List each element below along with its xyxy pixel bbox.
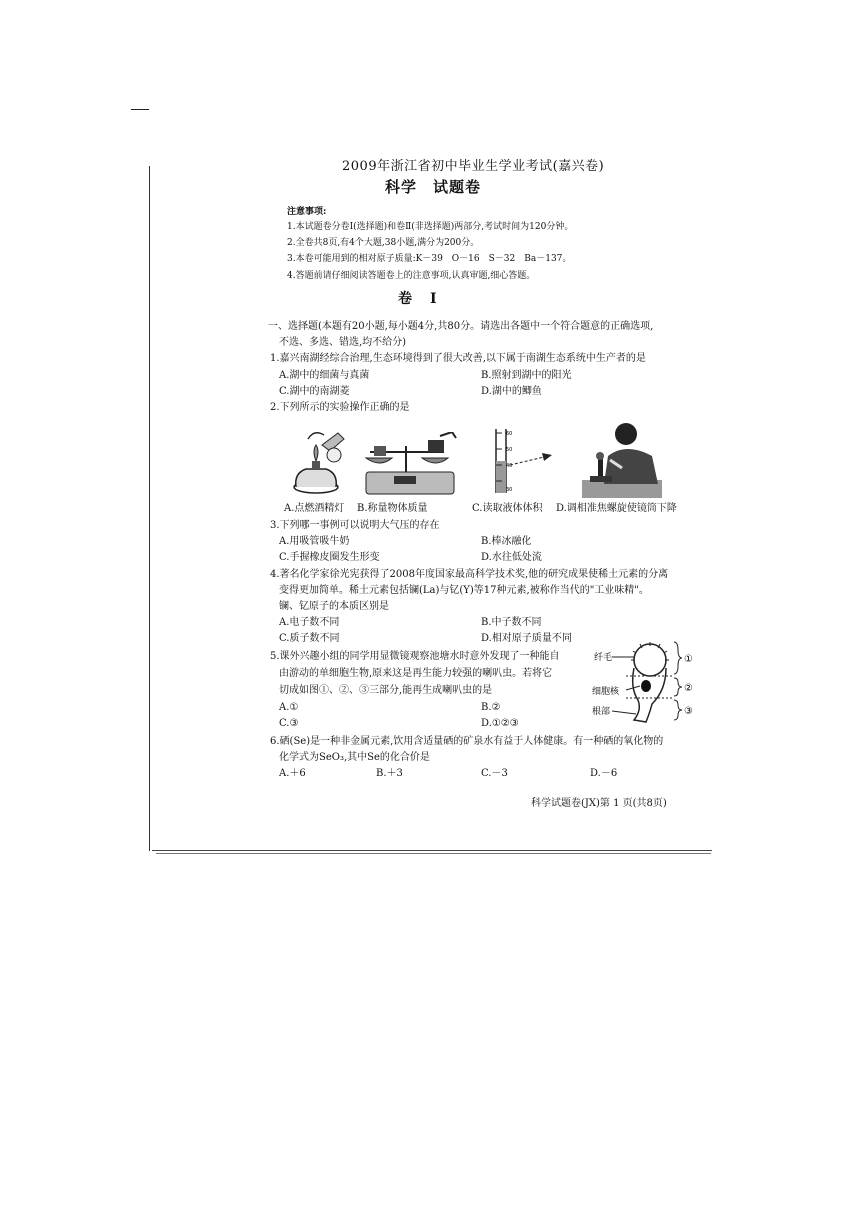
question-4-stem: 4.著名化学家徐光宪获得了2008年度国家最高科学技术奖,他的研究成果使稀土元素的分离 xyxy=(270,569,669,580)
q1-option-a: A.湖中的细菌与真菌 xyxy=(279,370,370,381)
q5-option-b: B.② xyxy=(481,702,501,713)
cilia-label: 纤毛 xyxy=(594,653,613,663)
subject-title: 科学 试题卷 xyxy=(385,178,482,196)
cylinder-tick-label: 50 xyxy=(506,447,513,453)
microscope-figure xyxy=(582,420,662,498)
q4-option-a: A.电子数不同 xyxy=(279,617,340,628)
part-1-label: ① xyxy=(684,654,693,665)
q4-option-c: C.质子数不同 xyxy=(279,633,340,644)
stentor-figure xyxy=(590,638,702,726)
q1-option-c: C.湖中的南湖菱 xyxy=(279,386,350,397)
exam-title: 2009年浙江省初中毕业生学业考试(嘉兴卷) xyxy=(342,159,605,174)
top-margin-mark xyxy=(131,109,149,110)
q6-option-b: B.＋3 xyxy=(376,768,403,779)
q2-option-d: D.调相准焦螺旋使镜筒下降 xyxy=(556,503,677,514)
balance-figure xyxy=(360,432,460,498)
q2-option-b: B.称量物体质量 xyxy=(357,503,428,514)
cylinder-tick-label: 40 xyxy=(506,463,513,469)
question-6-stem: 6.硒(Se)是一种非金属元素,饮用含适量硒的矿泉水有益于人体健康。有一种硒的氧化物的 xyxy=(270,736,664,747)
cylinder-tick-label: 30 xyxy=(506,487,513,493)
foot-label: 根部 xyxy=(592,707,611,717)
graduated-cylinder-figure xyxy=(478,425,558,497)
question-5-stem: 5.课外兴趣小组的同学用显微镜观察池塘水时意外发现了一种能自 xyxy=(270,651,560,662)
note-item: 2.全卷共8页,有4个大题,38小题,满分为200分。 xyxy=(287,238,480,248)
q6-option-a: A.＋6 xyxy=(279,768,306,779)
q6-option-d: D.－6 xyxy=(590,768,618,779)
page-footer: 科学试题卷(JX)第 1 页(共8页) xyxy=(531,798,667,809)
q2-option-c: C.读取液体体积 xyxy=(472,503,543,514)
q3-option-a: A.用吸管吸牛奶 xyxy=(279,536,350,547)
q1-option-b: B.照射到湖中的阳光 xyxy=(481,370,572,381)
q5-option-c: C.③ xyxy=(279,718,299,729)
part-3-label: ③ xyxy=(684,706,693,717)
alcohol-lamp-figure xyxy=(286,425,350,501)
note-item: 1.本试题卷分卷Ⅰ(选择题)和卷Ⅱ(非选择题)两部分,考试时间为120分钟。 xyxy=(287,222,574,232)
bottom-rule xyxy=(152,850,712,851)
roll-title: 卷 Ⅰ xyxy=(398,291,439,307)
section-instructions: 一、选择题(本题有20小题,每小题4分,共80分。请选出各题中一个符合题意的正确选项, xyxy=(268,321,654,332)
notes-heading: 注意事项: xyxy=(287,207,327,217)
section-instructions-cont: 不选、多选、错选,均不给分) xyxy=(279,337,407,348)
q3-option-d: D.水往低处流 xyxy=(481,552,542,563)
q3-option-c: C.手握橡皮圈发生形变 xyxy=(279,552,380,563)
question-4-stem-cont: 变得更加简单。稀土元素包括镧(La)与钇(Y)等17种元素,被称作当代的"工业味精"。 xyxy=(279,585,649,596)
q3-option-b: B.棒冰融化 xyxy=(481,536,532,547)
question-5-stem-cont: 由游动的单细胞生物,原来这是再生能力较强的喇叭虫。若将它 xyxy=(279,668,553,679)
q4-option-d: D.相对原子质量不同 xyxy=(481,633,572,644)
question-1-stem: 1.嘉兴南湖经综合治理,生态环境得到了很大改善,以下属于南湖生态系统中生产者的是 xyxy=(270,353,646,364)
binding-line xyxy=(149,166,150,851)
bottom-rule-shadow xyxy=(156,853,711,854)
question-4-stem-cont: 镧、钇原子的本质区别是 xyxy=(279,601,389,612)
q5-option-d: D.①②③ xyxy=(481,718,519,729)
q2-option-a: A.点燃酒精灯 xyxy=(284,503,345,514)
question-5-stem-cont: 切成如图①、②、③三部分,能再生成喇叭虫的是 xyxy=(279,685,493,696)
q5-option-a: A.① xyxy=(279,702,299,713)
cylinder-tick-label: 60 xyxy=(506,431,513,437)
note-item: 3.本卷可能用到的相对原子质量:K－39 O－16 S－32 Ba－137。 xyxy=(287,254,572,264)
nucleus-label: 细胞核 xyxy=(592,687,620,697)
question-3-stem: 3.下列哪一事例可以说明大气压的存在 xyxy=(270,520,440,531)
question-2-stem: 2.下列所示的实验操作正确的是 xyxy=(270,402,410,413)
note-item: 4.答题前请仔细阅读答题卷上的注意事项,认真审题,细心答题。 xyxy=(287,271,536,281)
q1-option-d: D.湖中的鲫鱼 xyxy=(481,386,542,397)
q6-option-c: C.－3 xyxy=(481,768,508,779)
question-6-stem-cont: 化学式为SeO₃,其中Se的化合价是 xyxy=(279,752,430,763)
q4-option-b: B.中子数不同 xyxy=(481,617,542,628)
part-2-label: ② xyxy=(684,683,693,694)
